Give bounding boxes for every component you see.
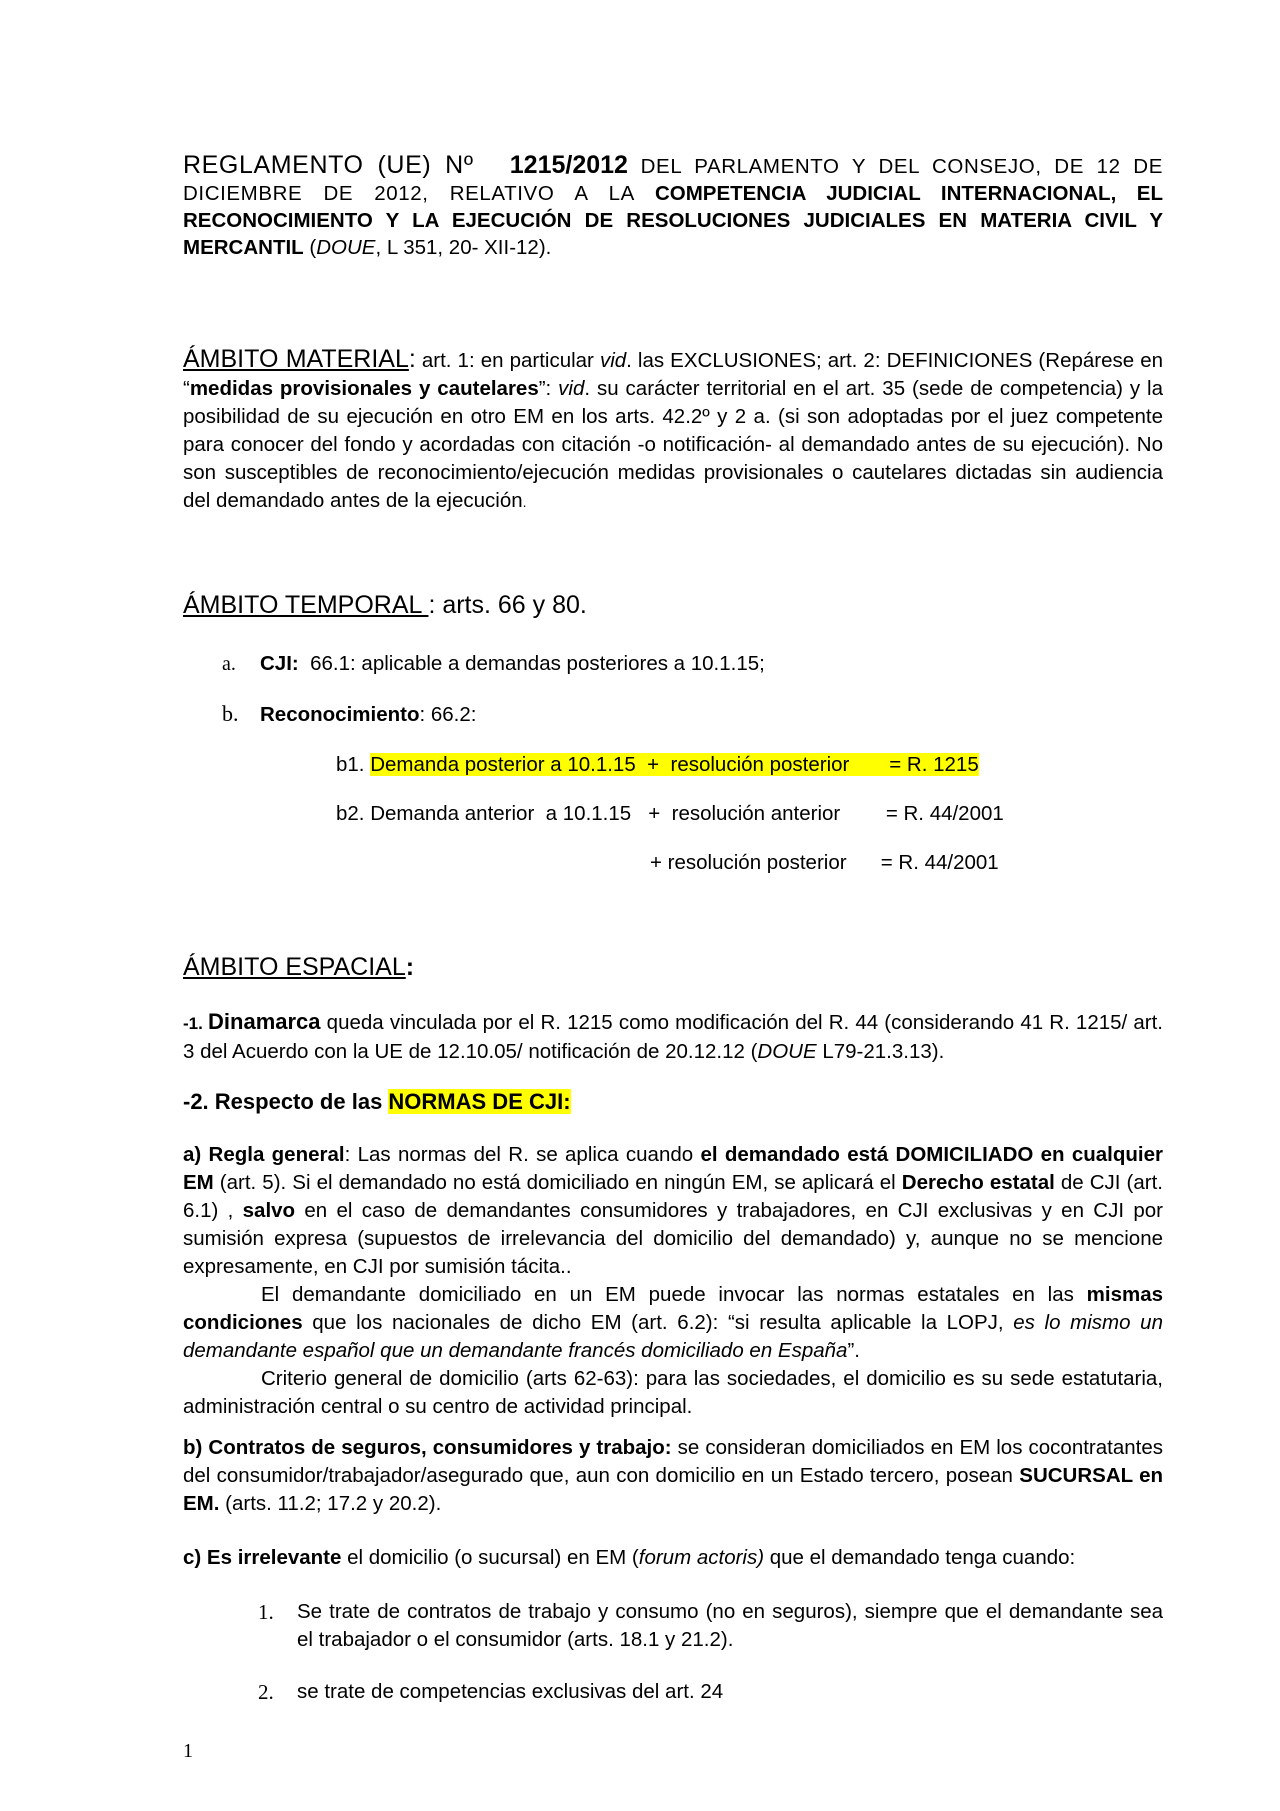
dinamarca-paragraph: -1. Dinamarca queda vinculada por el R. 1215 como modificación del R. 44 (considerando 41 R. 1215/ art. 3 del Acuerdo con la UE de 12.10.05/ notificación de 20.12.12 (DOUE L79-21.3.13).	[183, 1009, 1163, 1063]
criterio-domicilio-paragraph: Criterio general de domicilio (arts 62-63): para las sociedades, el domicilio es su sede estatutaria, administración central o su centro de actividad principal.	[183, 1367, 1163, 1418]
list-item-1: Se trate de contratos de trabajo y consumo (no en seguros), siempre que el demandante sea el trabajador o el consumidor (arts. 18.1 y 21.2).	[297, 1600, 1163, 1651]
regulation-subject: COMPETENCIA JUDICIAL INTERNACIONAL, EL RECONOCIMIENTO Y LA EJECUCIÓN DE RESOLUCIONES JUDICIALES EN MATERIA CIVIL Y MERCANTIL	[183, 182, 1164, 259]
medidas-provisionales-term: medidas provisionales y cautelares	[189, 377, 539, 400]
irrelevante-line: c) Es irrelevante el domicilio (o sucursal) en EM (forum actoris) que el demandado tenga cuando:	[183, 1546, 1076, 1569]
regulation-intro: DEL PARLAMENTO Y DEL CONSEJO, DE 12 DE DICIEMBRE DE 2012, RELATIVO A LA	[183, 155, 1163, 205]
ambito-material-heading: ÁMBITO MATERIAL	[183, 345, 409, 373]
ambito-material-paragraph: ÁMBITO MATERIAL: art. 1: en particular vid. las EXCLUSIONES; art. 2: DEFINICIONES (Repárese en “medidas provisionales y cautelares”: vid. su carácter territorial en el art. 35 (sede de competencia) y la posibilidad de su ejecución en otro EM en los arts. 42.2º y 2 a. (si son adoptadas por el juez competente para conocer del fondo y acordadas con citación -o notificación- al demandado antes de su ejecución). No son susceptibles de reconocimiento/ejecución medidas provisionales o cautelares dictadas sin audiencia del demandado antes de la ejecución.	[183, 345, 1164, 512]
list-marker-a: a.	[222, 653, 236, 675]
temporal-item-a: CJI: 66.1: aplicable a demandas posteriores a 10.1.15;	[260, 652, 765, 675]
list-number-1: 1.	[258, 1600, 274, 1624]
b1-highlighted-text: Demanda posterior a 10.1.15 + resolución posterior = R. 1215	[370, 753, 979, 776]
dinamarca-term: Dinamarca	[208, 1009, 321, 1034]
regulation-title: REGLAMENTO (UE) Nº	[183, 151, 474, 179]
document-title-paragraph: REGLAMENTO (UE) Nº 1215/2012 DEL PARLAMENTO Y DEL CONSEJO, DE 12 DE DICIEMBRE DE 2012, RELATIVO A LA COMPETENCIA JUDICIAL INTERNACIONAL, EL RECONOCIMIENTO Y LA EJECUCIÓN DE RESOLUCIONES JUDICIALES EN MATERIA CIVIL Y MERCANTIL (DOUE, L 351, 20- XII-12).	[183, 151, 1164, 259]
journal-reference: DOUE	[316, 236, 376, 259]
regulation-number: 1215/2012	[509, 151, 628, 179]
normas-cji-highlight: NORMAS DE CJI:	[388, 1089, 571, 1114]
list-marker-b: b.	[222, 701, 239, 726]
regla-general-label: a) Regla general	[183, 1143, 345, 1166]
temporal-b1-line: b1. Demanda posterior a 10.1.15 + resolución posterior = R. 1215	[336, 753, 979, 776]
ambito-espacial-heading: ÁMBITO ESPACIAL:	[183, 953, 415, 981]
regla-general-paragraph: a) Regla general: Las normas del R. se aplica cuando el demandado está DOMICILIADO en cualquier EM (art. 5). Si el demandado no está domiciliado en ningún EM, se aplicará el Derecho estatal de CJI (art. 6.1) , salvo en el caso de demandantes consumidores y trabajadores, en CJI exclusivas y en CJI por sumisión expresa (supuestos de irrelevancia del domicilio del demandado) y, aunque no se mencione expresamente, en CJI por sumisión tácita..	[183, 1143, 1164, 1278]
list-item-2: se trate de competencias exclusivas del art. 24	[297, 1680, 724, 1703]
temporal-b2-line: b2. Demanda anterior a 10.1.15 + resolución anterior = R. 44/2001	[336, 802, 1004, 825]
contratos-seguros-paragraph: b) Contratos de seguros, consumidores y trabajo: se consideran domiciliados en EM los cocontratantes del consumidor/trabajador/asegurado que, aun con domicilio en un Estado tercero, posean SUCURSAL en EM. (arts. 11.2; 17.2 y 20.2).	[183, 1436, 1164, 1515]
temporal-item-b: Reconocimiento: 66.2:	[260, 703, 477, 726]
page-number: 1	[183, 1740, 193, 1762]
normas-cji-subheading: -2. Respecto de las NORMAS DE CJI:	[183, 1089, 571, 1114]
demandante-domiciliado-paragraph: El demandante domiciliado en un EM puede invocar las normas estatales en las mismas condiciones que los nacionales de dicho EM (art. 6.2): “si resulta aplicable la LOPJ, es lo mismo un demandante español que un demandante francés domiciliado en España”.	[183, 1283, 1163, 1362]
ambito-temporal-heading: ÁMBITO TEMPORAL : arts. 66 y 80.	[183, 591, 587, 619]
temporal-b3-line: + resolución posterior = R. 44/2001	[650, 851, 999, 874]
list-number-2: 2.	[258, 1680, 274, 1704]
contratos-label: b) Contratos de seguros, consumidores y trabajo:	[183, 1436, 672, 1459]
